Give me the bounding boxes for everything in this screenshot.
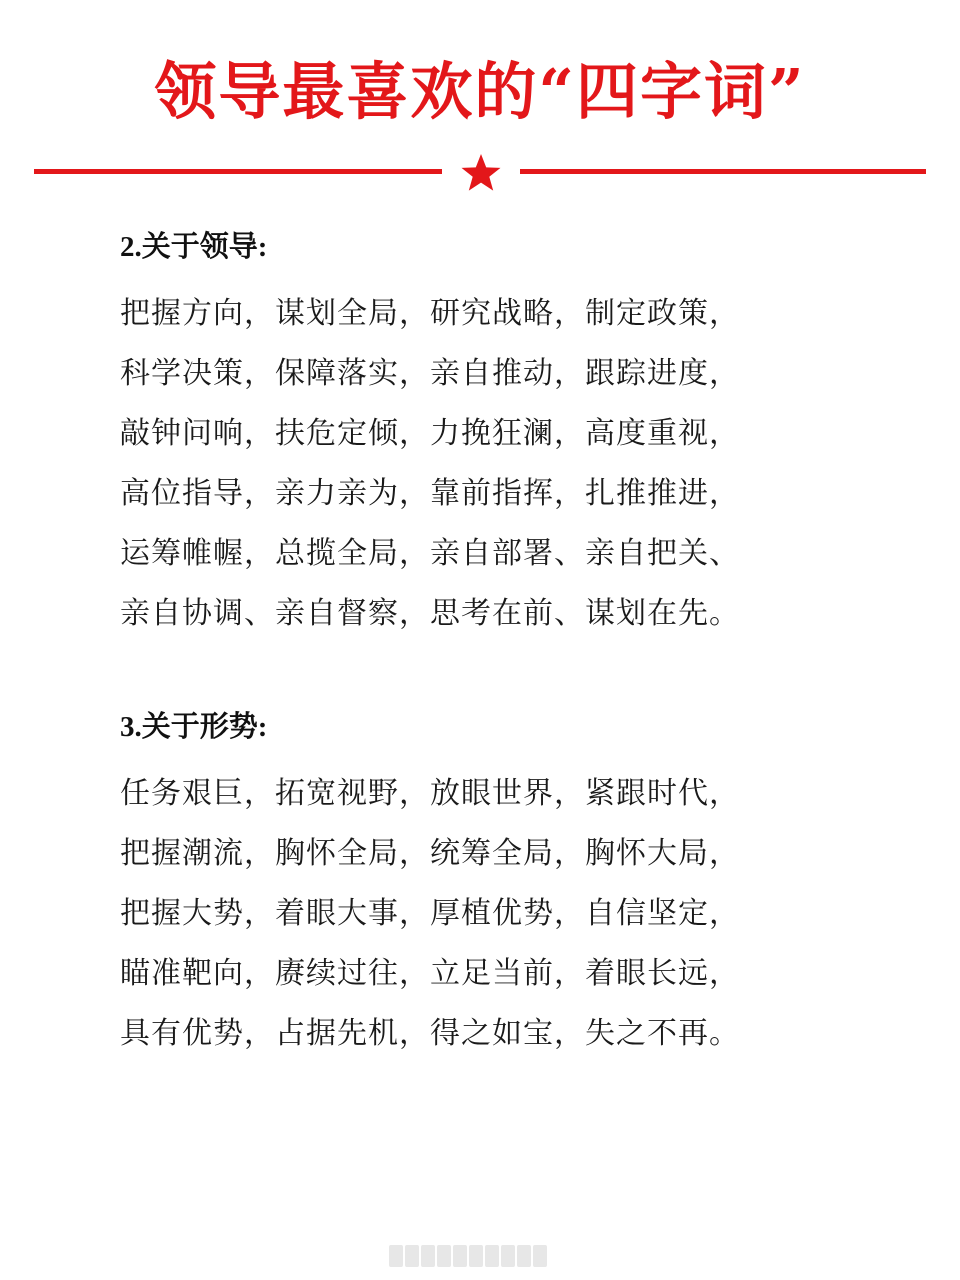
- section-heading: 3.关于形势:: [120, 711, 268, 743]
- title-divider: [0, 150, 960, 200]
- star-shape: [462, 154, 501, 191]
- phrase-line: 运筹帷幄，总揽全局，亲自部署、亲自把关、: [120, 536, 740, 571]
- phrase-line: 科学决策，保障落实，亲自推动，跟踪进度，: [120, 356, 740, 391]
- phrase-line: 把握方向，谋划全局，研究战略，制定政策，: [120, 296, 740, 331]
- section-situation: [120, 702, 880, 1064]
- phrase-line: 瞄准靶向，赓续过往，立足当前，着眼长远，: [120, 956, 740, 991]
- section-leadership: [120, 222, 880, 644]
- watermark: [388, 1242, 572, 1270]
- page-title: 领导最喜欢的“四字词”: [154, 55, 806, 128]
- phrase-line: 敲钟问响，扶危定倾，力挽狂澜，高度重视，: [120, 416, 740, 451]
- star-icon: [458, 150, 504, 196]
- phrase-line: 高位指导，亲力亲为，靠前指挥，扎推推进，: [120, 476, 740, 511]
- section-heading: 2.关于领导:: [120, 231, 268, 263]
- phrase-line: 具有优势，占据先机，得之如宝，失之不再。: [120, 1016, 740, 1051]
- phrase-line: 任务艰巨，拓宽视野，放眼世界，紧跟时代，: [120, 776, 740, 811]
- phrase-line: 亲自协调、亲自督察，思考在前、谋划在先。: [120, 596, 740, 631]
- phrase-line: 把握潮流，胸怀全局，统筹全局，胸怀大局，: [120, 836, 740, 871]
- phrase-line: 把握大势，着眼大事，厚植优势，自信坚定，: [120, 896, 740, 931]
- divider-line-left: [34, 169, 442, 174]
- divider-line-right: [520, 169, 926, 174]
